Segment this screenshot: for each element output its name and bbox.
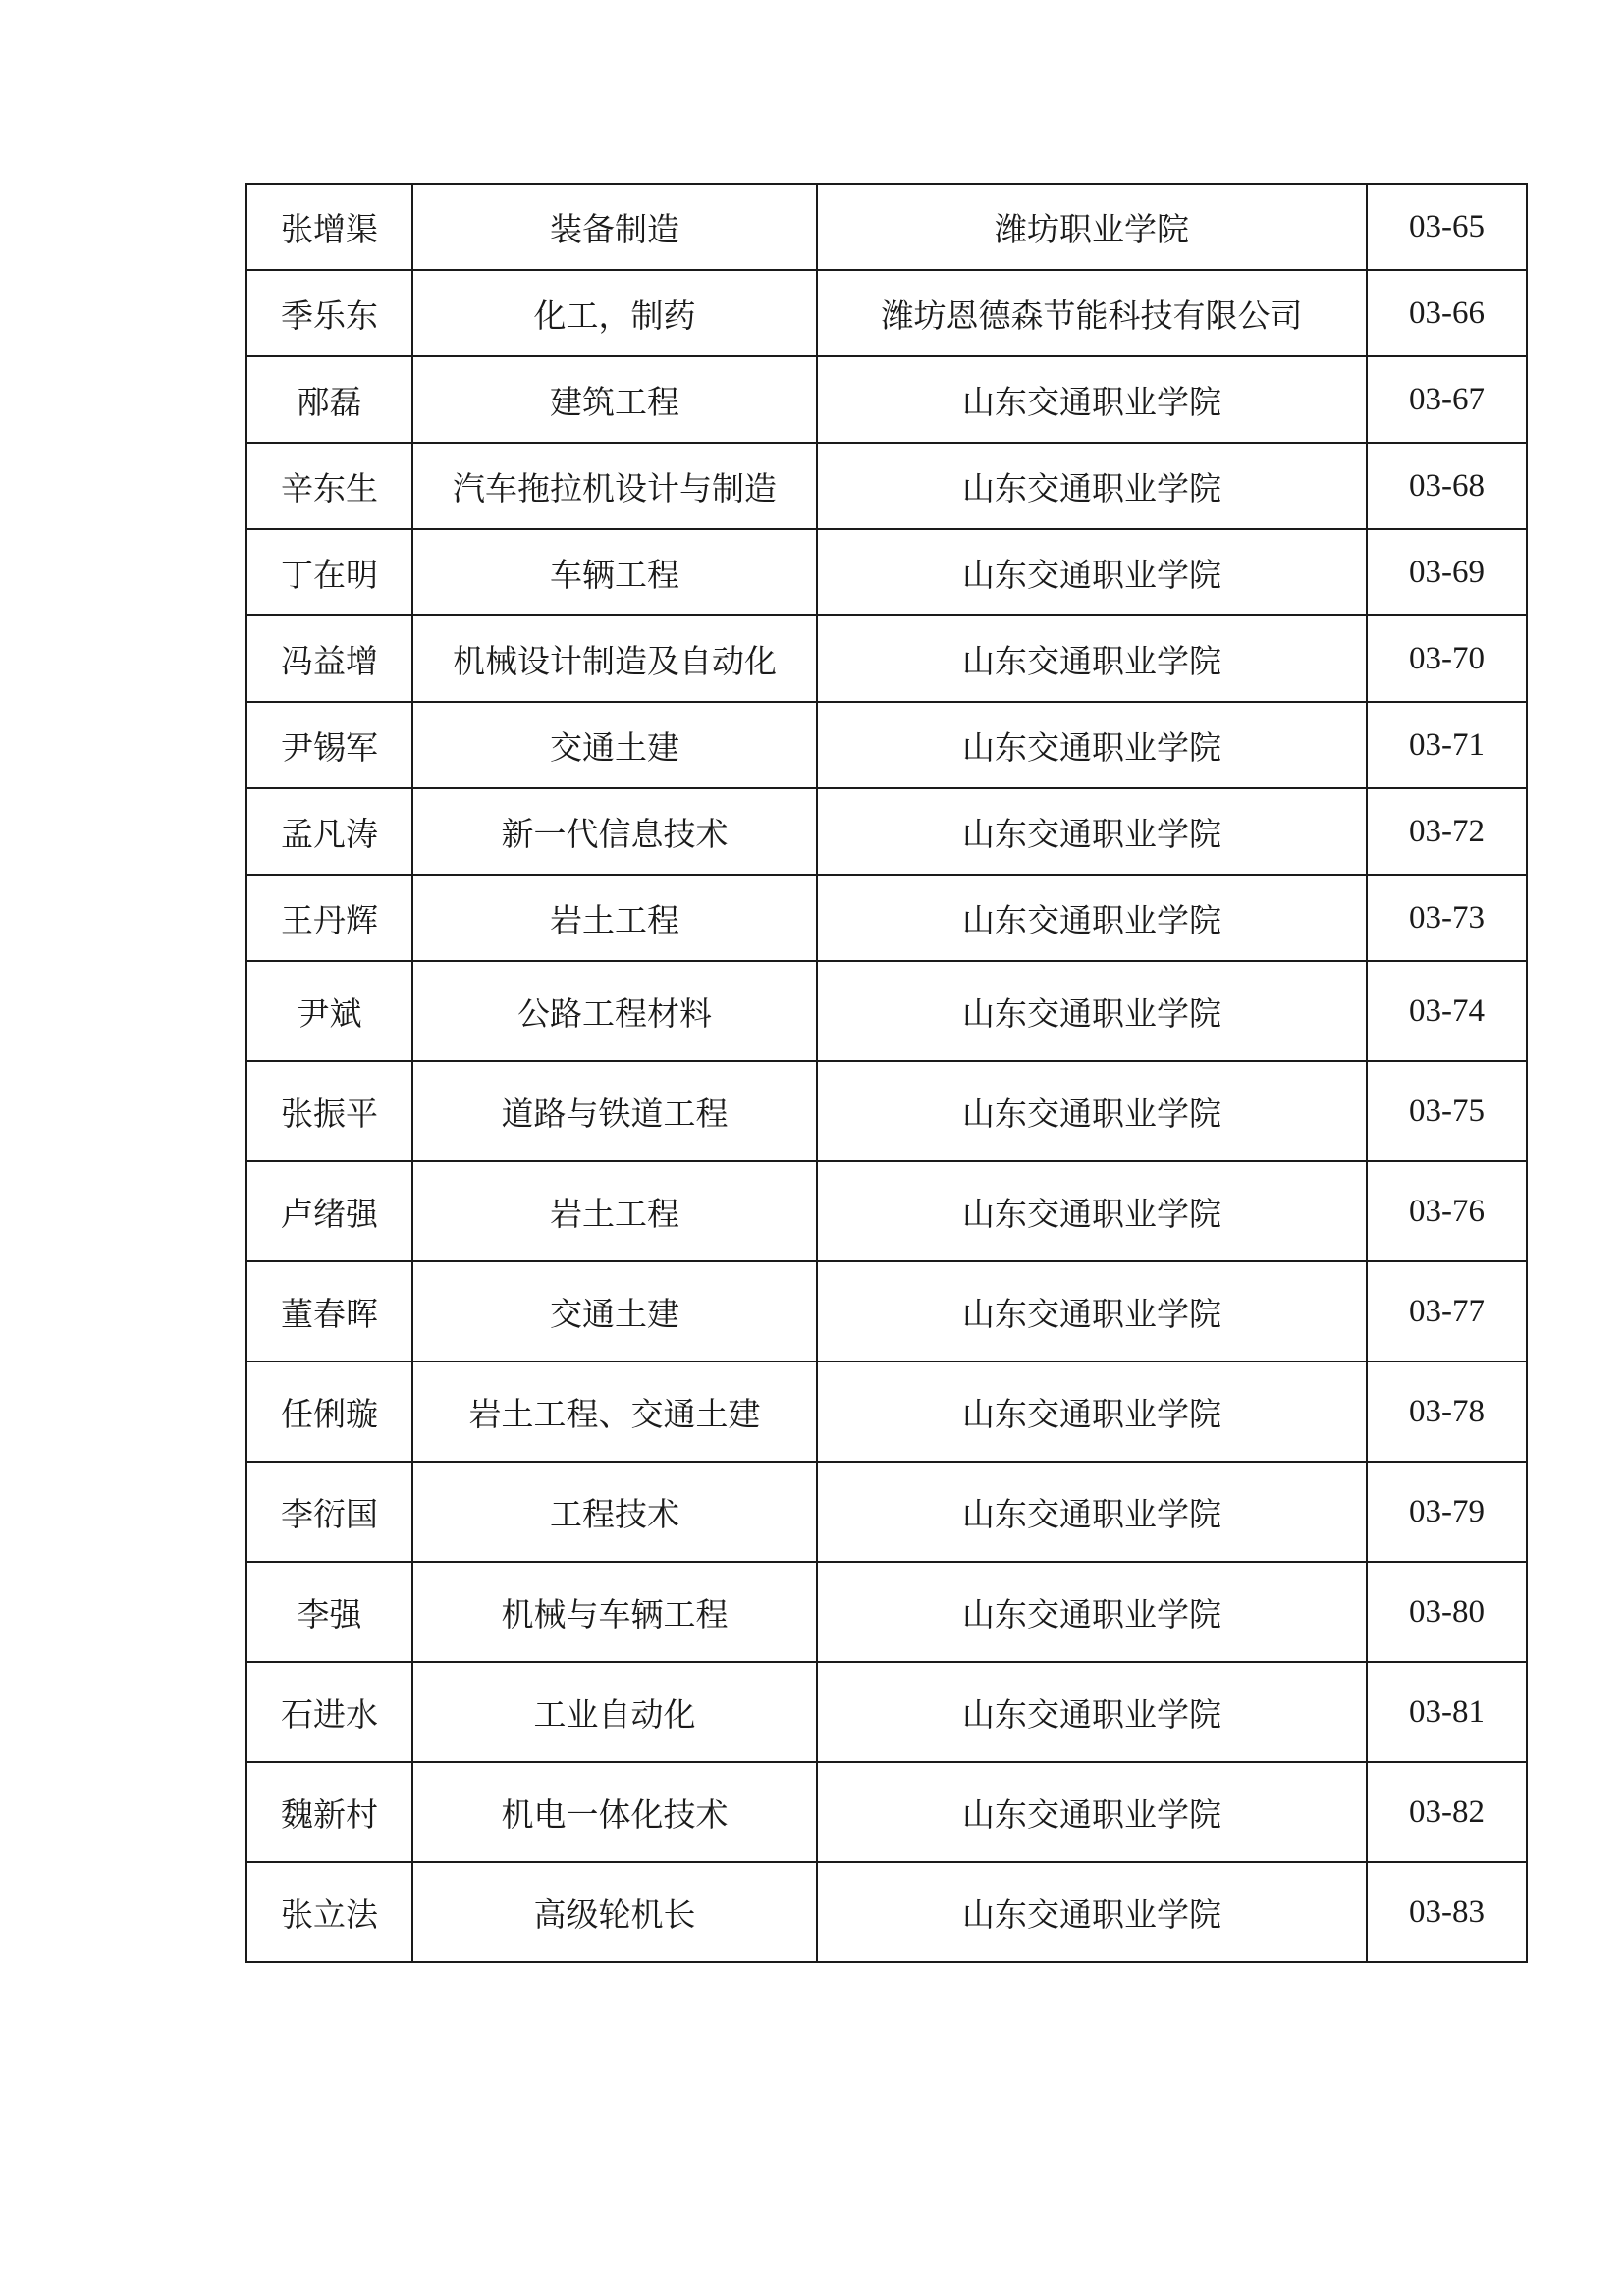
major-cell: 机电一体化技术 <box>412 1762 817 1862</box>
name-cell: 尹斌 <box>246 961 412 1061</box>
code-cell: 03-73 <box>1367 875 1527 961</box>
code-cell: 03-70 <box>1367 615 1527 702</box>
major-cell: 工业自动化 <box>412 1662 817 1762</box>
major-cell: 新一代信息技术 <box>412 788 817 875</box>
org-cell: 山东交通职业学院 <box>817 1462 1367 1562</box>
major-cell: 装备制造 <box>412 184 817 270</box>
major-cell: 工程技术 <box>412 1462 817 1562</box>
code-cell: 03-72 <box>1367 788 1527 875</box>
major-cell: 机械与车辆工程 <box>412 1562 817 1662</box>
table-row <box>246 788 1527 875</box>
code-cell: 03-71 <box>1367 702 1527 788</box>
table-row <box>246 1261 1527 1362</box>
name-cell: 邴磊 <box>246 356 412 443</box>
name-cell: 丁在明 <box>246 529 412 615</box>
name-cell: 李衍国 <box>246 1462 412 1562</box>
expert-roster-table <box>245 183 1528 1963</box>
major-cell: 道路与铁道工程 <box>412 1061 817 1161</box>
major-cell: 汽车拖拉机设计与制造 <box>412 443 817 529</box>
major-cell: 机械设计制造及自动化 <box>412 615 817 702</box>
major-cell: 岩土工程、交通土建 <box>412 1362 817 1462</box>
org-cell: 山东交通职业学院 <box>817 615 1367 702</box>
code-cell: 03-65 <box>1367 184 1527 270</box>
org-cell: 山东交通职业学院 <box>817 1562 1367 1662</box>
code-cell: 03-67 <box>1367 356 1527 443</box>
org-cell: 山东交通职业学院 <box>817 1662 1367 1762</box>
name-cell: 季乐东 <box>246 270 412 356</box>
table-row <box>246 443 1527 529</box>
org-cell: 山东交通职业学院 <box>817 1762 1367 1862</box>
code-cell: 03-76 <box>1367 1161 1527 1261</box>
table-row <box>246 1362 1527 1462</box>
code-cell: 03-78 <box>1367 1362 1527 1462</box>
code-cell: 03-82 <box>1367 1762 1527 1862</box>
name-cell: 辛东生 <box>246 443 412 529</box>
table-row <box>246 1161 1527 1261</box>
code-cell: 03-79 <box>1367 1462 1527 1562</box>
table-row <box>246 702 1527 788</box>
name-cell: 魏新村 <box>246 1762 412 1862</box>
name-cell: 王丹辉 <box>246 875 412 961</box>
name-cell: 任俐璇 <box>246 1362 412 1462</box>
major-cell: 交通土建 <box>412 702 817 788</box>
org-cell: 山东交通职业学院 <box>817 961 1367 1061</box>
major-cell: 岩土工程 <box>412 1161 817 1261</box>
org-cell: 山东交通职业学院 <box>817 1862 1367 1962</box>
code-cell: 03-77 <box>1367 1261 1527 1362</box>
name-cell: 张振平 <box>246 1061 412 1161</box>
org-cell: 山东交通职业学院 <box>817 788 1367 875</box>
name-cell: 张增渠 <box>246 184 412 270</box>
table-row <box>246 1462 1527 1562</box>
org-cell: 山东交通职业学院 <box>817 356 1367 443</box>
code-cell: 03-83 <box>1367 1862 1527 1962</box>
code-cell: 03-68 <box>1367 443 1527 529</box>
table-row <box>246 1762 1527 1862</box>
table-row <box>246 875 1527 961</box>
org-cell: 潍坊职业学院 <box>817 184 1367 270</box>
major-cell: 岩土工程 <box>412 875 817 961</box>
name-cell: 冯益增 <box>246 615 412 702</box>
name-cell: 石进水 <box>246 1662 412 1762</box>
roster-body <box>246 184 1527 1962</box>
major-cell: 建筑工程 <box>412 356 817 443</box>
org-cell: 山东交通职业学院 <box>817 875 1367 961</box>
org-cell: 山东交通职业学院 <box>817 529 1367 615</box>
table-row <box>246 1862 1527 1962</box>
code-cell: 03-66 <box>1367 270 1527 356</box>
code-cell: 03-75 <box>1367 1061 1527 1161</box>
major-cell: 高级轮机长 <box>412 1862 817 1962</box>
table-row <box>246 1061 1527 1161</box>
org-cell: 山东交通职业学院 <box>817 443 1367 529</box>
major-cell: 车辆工程 <box>412 529 817 615</box>
code-cell: 03-80 <box>1367 1562 1527 1662</box>
table-row <box>246 356 1527 443</box>
name-cell: 尹锡军 <box>246 702 412 788</box>
table-row <box>246 270 1527 356</box>
table-row <box>246 529 1527 615</box>
org-cell: 山东交通职业学院 <box>817 702 1367 788</box>
major-cell: 化工，制药 <box>412 270 817 356</box>
table-row <box>246 184 1527 270</box>
org-cell: 山东交通职业学院 <box>817 1161 1367 1261</box>
name-cell: 张立法 <box>246 1862 412 1962</box>
major-cell: 交通土建 <box>412 1261 817 1362</box>
table-row <box>246 1562 1527 1662</box>
org-cell: 山东交通职业学院 <box>817 1261 1367 1362</box>
org-cell: 潍坊恩德森节能科技有限公司 <box>817 270 1367 356</box>
org-cell: 山东交通职业学院 <box>817 1061 1367 1161</box>
code-cell: 03-81 <box>1367 1662 1527 1762</box>
org-cell: 山东交通职业学院 <box>817 1362 1367 1462</box>
table-row <box>246 1662 1527 1762</box>
code-cell: 03-74 <box>1367 961 1527 1061</box>
name-cell: 孟凡涛 <box>246 788 412 875</box>
table-row <box>246 615 1527 702</box>
name-cell: 卢绪强 <box>246 1161 412 1261</box>
table-row <box>246 961 1527 1061</box>
name-cell: 董春晖 <box>246 1261 412 1362</box>
code-cell: 03-69 <box>1367 529 1527 615</box>
major-cell: 公路工程材料 <box>412 961 817 1061</box>
name-cell: 李强 <box>246 1562 412 1662</box>
